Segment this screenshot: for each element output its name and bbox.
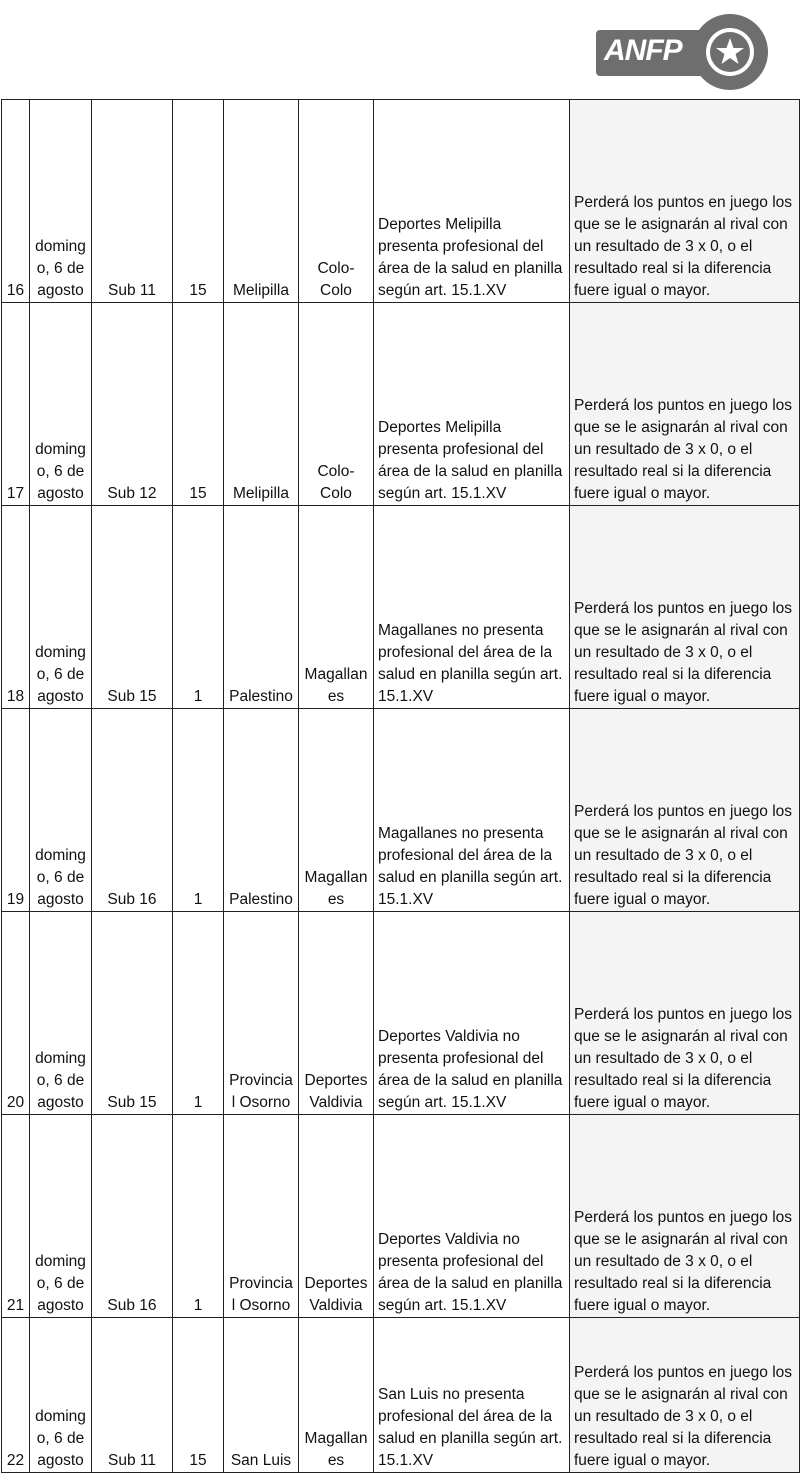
sanctions-table — [1, 99, 800, 1473]
sanction: Perderá los puntos en juego los que se le asignarán al rival con un resultado de 3 x 0, o el resultado real si la diferencia fuere igual o mayor. — [570, 709, 800, 912]
reason: Deportes Melipilla presenta profesional del área de la salud en planilla según art. 15.1.XV — [374, 100, 570, 303]
table-row — [2, 1115, 800, 1318]
anfp-logo — [596, 12, 774, 92]
match-date: domingo, 6 de agosto — [30, 709, 92, 912]
table-row — [2, 100, 800, 303]
points: 1 — [173, 1115, 224, 1318]
away-team: Magallanes — [299, 1318, 374, 1473]
reason: Deportes Valdivia no presenta profesional del área de la salud en planilla según art. 15.1.XV — [374, 912, 570, 1115]
table-row — [2, 1318, 800, 1473]
home-team: Melipilla — [224, 100, 299, 303]
match-date: domingo, 6 de agosto — [30, 100, 92, 303]
away-team: Magallanes — [299, 709, 374, 912]
row-number: 20 — [2, 912, 30, 1115]
sanction: Perderá los puntos en juego los que se le asignarán al rival con un resultado de 3 x 0, o el resultado real si la diferencia fuere igual o mayor. — [570, 1115, 800, 1318]
points: 1 — [173, 506, 224, 709]
match-date: domingo, 6 de agosto — [30, 1318, 92, 1473]
match-date: domingo, 6 de agosto — [30, 506, 92, 709]
away-team: Deportes Valdivia — [299, 912, 374, 1115]
away-team: Colo-Colo — [299, 303, 374, 506]
federation-seal-icon — [690, 12, 770, 92]
match-date: domingo, 6 de agosto — [30, 912, 92, 1115]
row-number: 17 — [2, 303, 30, 506]
points: 1 — [173, 709, 224, 912]
home-team: Melipilla — [224, 303, 299, 506]
category: Sub 16 — [92, 1115, 173, 1318]
home-team: Palestino — [224, 709, 299, 912]
match-date: domingo, 6 de agosto — [30, 303, 92, 506]
row-number: 21 — [2, 1115, 30, 1318]
row-number: 22 — [2, 1318, 30, 1473]
home-team: Provincial Osorno — [224, 912, 299, 1115]
table-row — [2, 709, 800, 912]
sanction: Perderá los puntos en juego los que se le asignarán al rival con un resultado de 3 x 0, o el resultado real si la diferencia fuere igual o mayor. — [570, 303, 800, 506]
category: Sub 11 — [92, 1318, 173, 1473]
category: Sub 16 — [92, 709, 173, 912]
logo-text: ANFP — [604, 34, 682, 67]
sanction: Perderá los puntos en juego los que se le asignarán al rival con un resultado de 3 x 0, o el resultado real si la diferencia fuere igual o mayor. — [570, 1318, 800, 1473]
away-team: Magallanes — [299, 506, 374, 709]
reason: Magallanes no presenta profesional del área de la salud en planilla según art. 15.1.XV — [374, 506, 570, 709]
table-row — [2, 506, 800, 709]
home-team: Provincial Osorno — [224, 1115, 299, 1318]
category: Sub 11 — [92, 100, 173, 303]
points: 15 — [173, 1318, 224, 1473]
sanction: Perderá los puntos en juego los que se le asignarán al rival con un resultado de 3 x 0, o el resultado real si la diferencia fuere igual o mayor. — [570, 506, 800, 709]
points: 15 — [173, 303, 224, 506]
points: 1 — [173, 912, 224, 1115]
page-header — [0, 0, 800, 100]
reason: San Luis no presenta profesional del área de la salud en planilla según art. 15.1.XV — [374, 1318, 570, 1473]
category: Sub 12 — [92, 303, 173, 506]
table-row — [2, 303, 800, 506]
table-body — [2, 100, 800, 1473]
sanction: Perderá los puntos en juego los que se le asignarán al rival con un resultado de 3 x 0, o el resultado real si la diferencia fuere igual o mayor. — [570, 100, 800, 303]
home-team: Palestino — [224, 506, 299, 709]
reason: Deportes Melipilla presenta profesional del área de la salud en planilla según art. 15.1.XV — [374, 303, 570, 506]
table-row — [2, 912, 800, 1115]
away-team: Deportes Valdivia — [299, 1115, 374, 1318]
category: Sub 15 — [92, 506, 173, 709]
points: 15 — [173, 100, 224, 303]
row-number: 19 — [2, 709, 30, 912]
row-number: 18 — [2, 506, 30, 709]
reason: Deportes Valdivia no presenta profesional del área de la salud en planilla según art. 15.1.XV — [374, 1115, 570, 1318]
category: Sub 15 — [92, 912, 173, 1115]
away-team: Colo-Colo — [299, 100, 374, 303]
match-date: domingo, 6 de agosto — [30, 1115, 92, 1318]
row-number: 16 — [2, 100, 30, 303]
reason: Magallanes no presenta profesional del área de la salud en planilla según art. 15.1.XV — [374, 709, 570, 912]
sanction: Perderá los puntos en juego los que se le asignarán al rival con un resultado de 3 x 0, o el resultado real si la diferencia fuere igual o mayor. — [570, 912, 800, 1115]
home-team: San Luis — [224, 1318, 299, 1473]
